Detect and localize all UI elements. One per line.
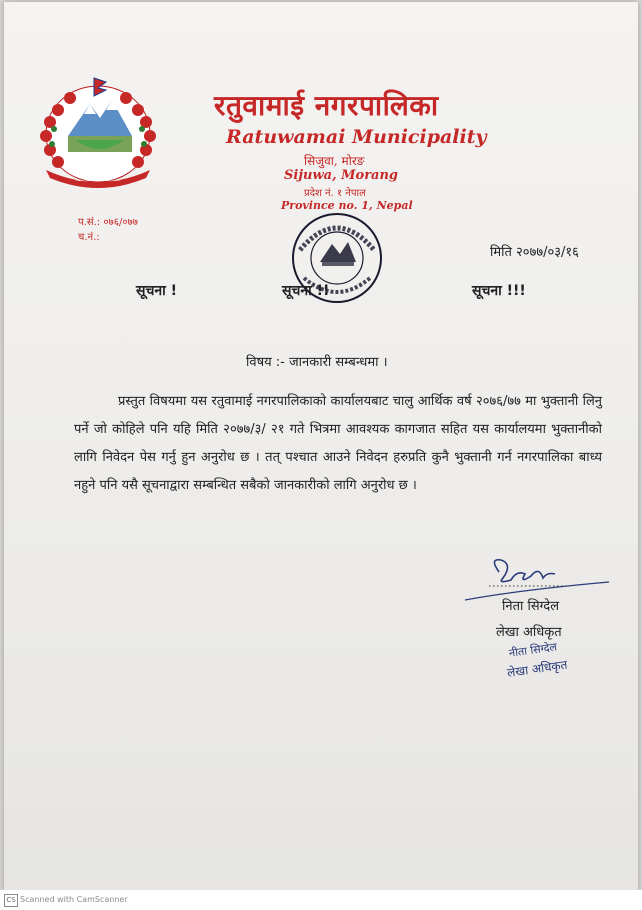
province-english: Province no. 1, Nepal: [281, 199, 413, 212]
reference-block: [78, 215, 138, 245]
signatory-name: निता सिग्देल: [502, 599, 560, 614]
letter-date: मिति २०७७/०३/१६: [490, 245, 579, 260]
nepal-emblem-icon: [32, 74, 164, 192]
municipality-name-nepali: रतुवामाई नगरपालिका: [214, 89, 439, 122]
notice-heading-center: सूचना !!: [282, 283, 330, 299]
dispatch-number: च.नं.:: [78, 232, 100, 243]
stamp-title: लेखा अधिकृत: [506, 657, 569, 680]
notice-body: [74, 388, 602, 500]
notice-heading-left: सूचना !: [136, 283, 178, 299]
signatory-title: लेखा अधिकृत: [496, 625, 562, 640]
scanner-footer: [0, 890, 642, 910]
notice-heading-right: सूचना !!!: [472, 283, 526, 299]
notice-body-text: प्रस्तुत विषयमा यस रतुवामाई नगरपालिकाको कार्यालयबाट चालु आर्थिक वर्ष २०७६/७७ मा भुक्तानी लिनु पर्ने जो कोहिले पनि यहि मिति २०७७/३/ २१ गते भित्रमा आवश्यक कागजात सहित यस कार्यालयमा भुक्तानीको लागि निवेदन पेस गर्नु हुन अनुरोध छ । तत् पश्चात आउने निवेदन हरुप्रति कुनै भुक्तानी गर्न नगरपालिका बाध्य नहुने पनि यसै सूचनाद्वारा सम्बन्धित सबैको जानकारीको लागि अनुरोध छ ।: [74, 394, 602, 493]
municipality-name-english: Ratuwamai Municipality: [226, 126, 487, 148]
province-nepali: प्रदेश नं. १ नेपाल: [304, 188, 366, 199]
camscanner-logo-icon: CS: [4, 894, 18, 907]
subject-line: विषय :- जानकारी सम्बन्धमा ।: [246, 355, 388, 370]
svg-text:—————————: —————————: [75, 178, 121, 184]
letter-paper: [4, 2, 638, 890]
scanner-watermark-text: Scanned with CamScanner: [20, 895, 128, 904]
address-nepali: सिजुवा, मोरङ: [304, 154, 365, 168]
letter-number: प.सं.: ०७६/०७७: [78, 217, 138, 228]
stamp-name: नीता सिग्देल: [508, 640, 558, 660]
address-english: Sijuwa, Morang: [284, 168, 399, 183]
